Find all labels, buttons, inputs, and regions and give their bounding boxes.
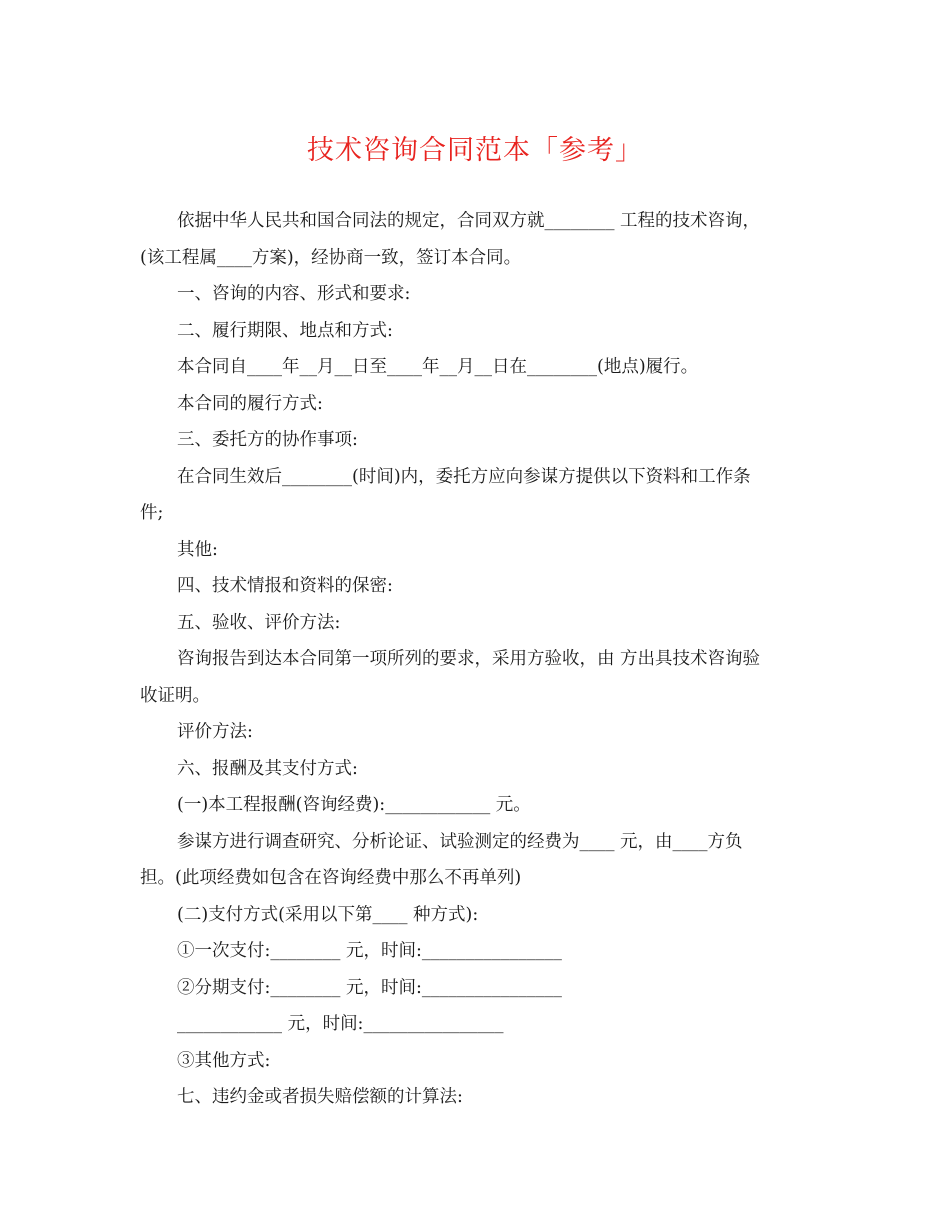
paragraph: 其他:: [177, 539, 218, 560]
document-body: [140, 203, 805, 1116]
paragraph: 三、委托方的协作事项:: [177, 430, 358, 450]
paragraph: 担。(此项经费如包含在咨询经费中那么不再单列): [140, 868, 522, 888]
paragraph: ③其他方式:: [177, 1050, 271, 1071]
paragraph: (二)支付方式(采用以下第____ 种方式):: [177, 904, 479, 925]
paragraph: 七、违约金或者损失赔偿额的计算法:: [177, 1087, 463, 1107]
paragraph: 在合同生效后________(时间)内，委托方应向参谋方提供以下资料和工作条: [177, 466, 751, 487]
paragraph: 本合同的履行方式:: [177, 393, 323, 414]
paragraph: 收证明。: [140, 685, 210, 706]
paragraph: 本合同自____年__月__日至____年__月__日在________(地点)履行。: [177, 357, 699, 377]
paragraph: 依据中华人民共和国合同法的规定，合同双方就________ 工程的技术咨询，: [177, 211, 761, 231]
paragraph: 四、技术情报和资料的保密:: [177, 576, 393, 596]
document-title: 技术咨询合同范本「参考」: [307, 135, 643, 166]
paragraph: 参谋方进行调查研究、分析论证、试验测定的经费为____ 元，由____方负: [177, 831, 743, 852]
paragraph: 件;: [140, 503, 164, 523]
paragraph: ____________ 元，时间:________________: [177, 1014, 504, 1034]
paragraph: ①一次支付:________ 元，时间:________________: [177, 941, 562, 961]
paragraph: 二、履行期限、地点和方式:: [177, 320, 393, 341]
paragraph: 评价方法:: [177, 722, 253, 742]
paragraph: 六、报酬及其支付方式:: [177, 758, 358, 779]
paragraph: (该工程属____方案)，经协商一致，签订本合同。: [140, 247, 522, 268]
paragraph: 咨询报告到达本合同第一项所列的要求，采用方验收，由 方出具技术咨询验: [177, 649, 761, 669]
paragraph: 五、验收、评价方法:: [177, 612, 341, 633]
paragraph: (一)本工程报酬(咨询经费):____________ 元。: [177, 795, 531, 815]
paragraph: 一、咨询的内容、形式和要求:: [177, 284, 411, 304]
paragraph: ②分期支付:________ 元，时间:________________: [177, 977, 562, 998]
